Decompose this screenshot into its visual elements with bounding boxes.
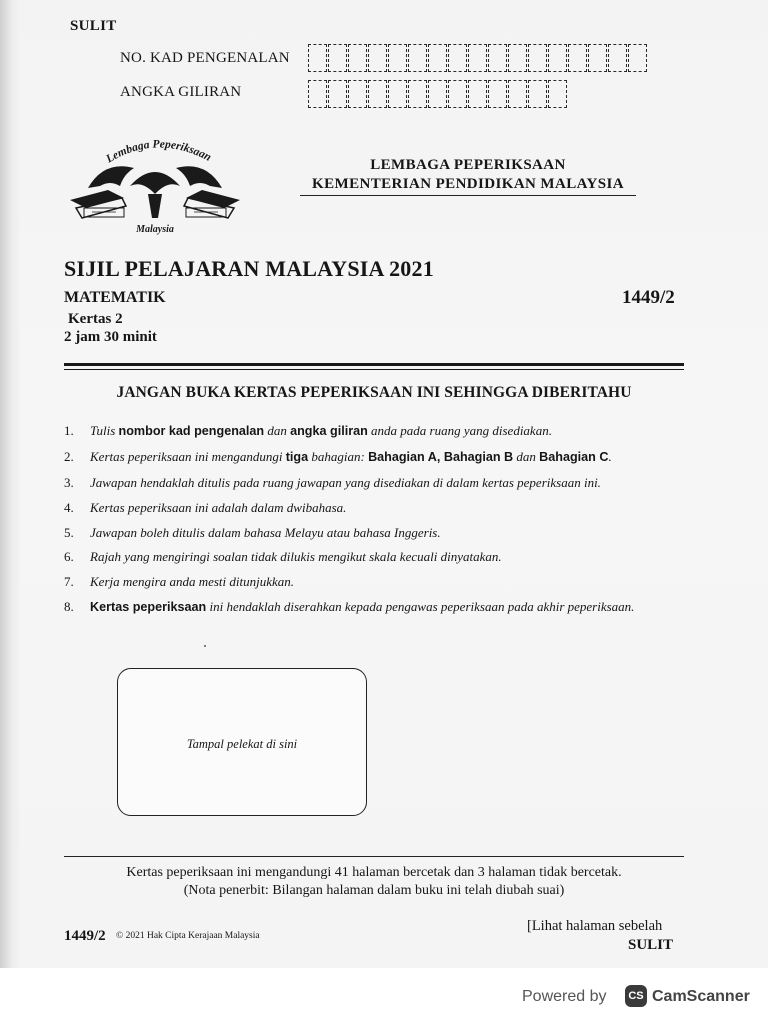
instruction-item bbox=[64, 423, 686, 440]
digit-box[interactable] bbox=[488, 44, 507, 72]
board-line-1: LEMBAGA PEPERIKSAAN bbox=[370, 157, 566, 173]
digit-box[interactable] bbox=[588, 44, 607, 72]
instruction-text: dan bbox=[264, 423, 291, 438]
do-not-open-warning: JANGAN BUKA KERTAS PEPERIKSAAN INI SEHINGGA DIBERITAHU bbox=[116, 384, 632, 401]
digit-box[interactable] bbox=[308, 80, 327, 108]
digit-box[interactable] bbox=[628, 44, 647, 72]
exam-duration: 2 jam 30 minit bbox=[64, 329, 157, 345]
instruction-text: Jawapan hendaklah ditulis pada ruang jawapan yang disediakan di dalam kertas peperiksaan ini. bbox=[90, 474, 601, 490]
digit-box[interactable] bbox=[528, 44, 547, 72]
see-next-page-note: [Lihat halaman sebelah bbox=[527, 918, 663, 934]
digit-box[interactable] bbox=[368, 44, 387, 72]
digit-box[interactable] bbox=[428, 44, 447, 72]
instruction-number: 3. bbox=[64, 474, 74, 490]
instruction-text: Tulis bbox=[90, 423, 119, 438]
ic-number-label: NO. KAD PENGENALAN bbox=[120, 50, 290, 66]
paper-code-top: 1449/2 bbox=[622, 287, 675, 308]
page-count-note bbox=[64, 864, 684, 900]
board-underline bbox=[300, 195, 636, 196]
logo-bottom-text: Malaysia bbox=[136, 224, 174, 235]
candidate-number-boxes[interactable] bbox=[308, 80, 568, 108]
instruction-number: 5. bbox=[64, 524, 74, 540]
page-count-line: Kertas peperiksaan ini mengandungi 41 halaman bercetak dan 3 halaman tidak bercetak. bbox=[126, 865, 622, 880]
publisher-note-line: (Nota penerbit: Bilangan halaman dalam buku ini telah diubah suai) bbox=[183, 883, 565, 898]
digit-box[interactable] bbox=[308, 44, 327, 72]
instruction-bold-text: nombor kad pengenalan bbox=[118, 424, 265, 438]
instruction-bold-text: angka giliran bbox=[290, 424, 368, 438]
instruction-item bbox=[64, 599, 686, 616]
svg-text:Lembaga Peperiksaan bbox=[103, 138, 213, 166]
digit-box[interactable] bbox=[348, 80, 367, 108]
board-name-block bbox=[300, 156, 636, 194]
instruction-item bbox=[64, 549, 686, 565]
instructions-list bbox=[64, 423, 686, 625]
instruction-item bbox=[64, 525, 686, 541]
instruction-text: dan bbox=[513, 448, 540, 464]
instruction-text: Kertas peperiksaan ini adalah dalam dwibahasa. bbox=[90, 499, 347, 515]
board-line-2: KEMENTERIAN PENDIDIKAN MALAYSIA bbox=[312, 176, 624, 192]
digit-box[interactable] bbox=[508, 44, 527, 72]
digit-box[interactable] bbox=[568, 44, 587, 72]
examination-board-crest-icon bbox=[64, 128, 246, 238]
sticker-area[interactable] bbox=[117, 668, 367, 816]
instruction-number: 4. bbox=[64, 499, 74, 515]
digit-box[interactable] bbox=[448, 44, 467, 72]
instruction-item bbox=[64, 500, 686, 516]
digit-box[interactable] bbox=[408, 44, 427, 72]
instruction-text: bahagian: bbox=[308, 448, 369, 464]
logo-top-text: Lembaga Peperiksaan bbox=[104, 138, 214, 166]
instruction-text: Kerja mengira anda mesti ditunjukkan. bbox=[90, 574, 295, 590]
ic-number-boxes[interactable] bbox=[308, 44, 648, 72]
instruction-item bbox=[64, 574, 686, 590]
powered-by-text: Powered by bbox=[522, 988, 607, 1005]
instruction-number: 7. bbox=[64, 574, 74, 590]
classification-top: SULIT bbox=[70, 18, 117, 34]
digit-box[interactable] bbox=[388, 80, 407, 108]
digit-box[interactable] bbox=[488, 80, 507, 108]
instruction-text: . bbox=[608, 448, 612, 464]
instruction-text: Jawapan boleh ditulis dalam bahasa Melayu atau bahasa Inggeris. bbox=[90, 524, 441, 540]
instruction-number: 8. bbox=[64, 599, 74, 615]
digit-box[interactable] bbox=[468, 80, 487, 108]
instruction-number: 2. bbox=[64, 448, 74, 464]
digit-box[interactable] bbox=[548, 44, 567, 72]
print-speck bbox=[204, 645, 206, 647]
header-rule-thin bbox=[64, 369, 684, 370]
footer-rule bbox=[64, 856, 684, 857]
digit-box[interactable] bbox=[328, 80, 347, 108]
digit-box[interactable] bbox=[328, 44, 347, 72]
instruction-text: anda pada ruang yang disediakan. bbox=[367, 423, 552, 438]
paper-number: Kertas 2 bbox=[68, 311, 123, 327]
digit-box[interactable] bbox=[448, 80, 467, 108]
instruction-bold-text: Bahagian A, Bahagian B bbox=[368, 449, 514, 464]
digit-box[interactable] bbox=[368, 80, 387, 108]
exam-title: SIJIL PELAJARAN MALAYSIA 2021 bbox=[64, 256, 434, 281]
digit-box[interactable] bbox=[528, 80, 547, 108]
instruction-text: Kertas peperiksaan ini mengandungi bbox=[90, 448, 286, 464]
header-rule-thick bbox=[64, 363, 684, 366]
digit-box[interactable] bbox=[508, 80, 527, 108]
digit-box[interactable] bbox=[468, 44, 487, 72]
instruction-bold-text: Bahagian C bbox=[539, 449, 609, 464]
candidate-number-label: ANGKA GILIRAN bbox=[120, 84, 242, 100]
camscanner-brand: CamScanner bbox=[652, 988, 750, 1005]
instruction-text: ini hendaklah diserahkan kepada pengawas peperiksaan pada akhir peperiksaan. bbox=[206, 599, 635, 615]
digit-box[interactable] bbox=[388, 44, 407, 72]
classification-bottom: SULIT bbox=[628, 937, 674, 953]
digit-box[interactable] bbox=[428, 80, 447, 108]
instruction-text: Rajah yang mengiringi soalan tidak dilukis mengikut skala kecuali dinyatakan. bbox=[90, 549, 502, 565]
digit-box[interactable] bbox=[348, 44, 367, 72]
instruction-number: 6. bbox=[64, 549, 74, 565]
digit-box[interactable] bbox=[608, 44, 627, 72]
camscanner-logo-icon: CS bbox=[625, 985, 647, 1007]
copyright-notice: © 2021 Hak Cipta Kerajaan Malaysia bbox=[116, 931, 260, 941]
paper-code-bottom: 1449/2 bbox=[64, 928, 106, 944]
instruction-number: 1. bbox=[64, 423, 74, 438]
sticker-label: Tampal pelekat di sini bbox=[186, 737, 298, 751]
digit-box[interactable] bbox=[548, 80, 567, 108]
digit-box[interactable] bbox=[408, 80, 427, 108]
instruction-item bbox=[64, 475, 686, 491]
instruction-bold-text: tiga bbox=[285, 449, 309, 464]
scan-bleed-edge bbox=[0, 0, 20, 968]
instruction-bold-text: Kertas peperiksaan bbox=[90, 600, 207, 615]
subject-name: MATEMATIK bbox=[64, 289, 166, 306]
instruction-item bbox=[64, 449, 686, 466]
